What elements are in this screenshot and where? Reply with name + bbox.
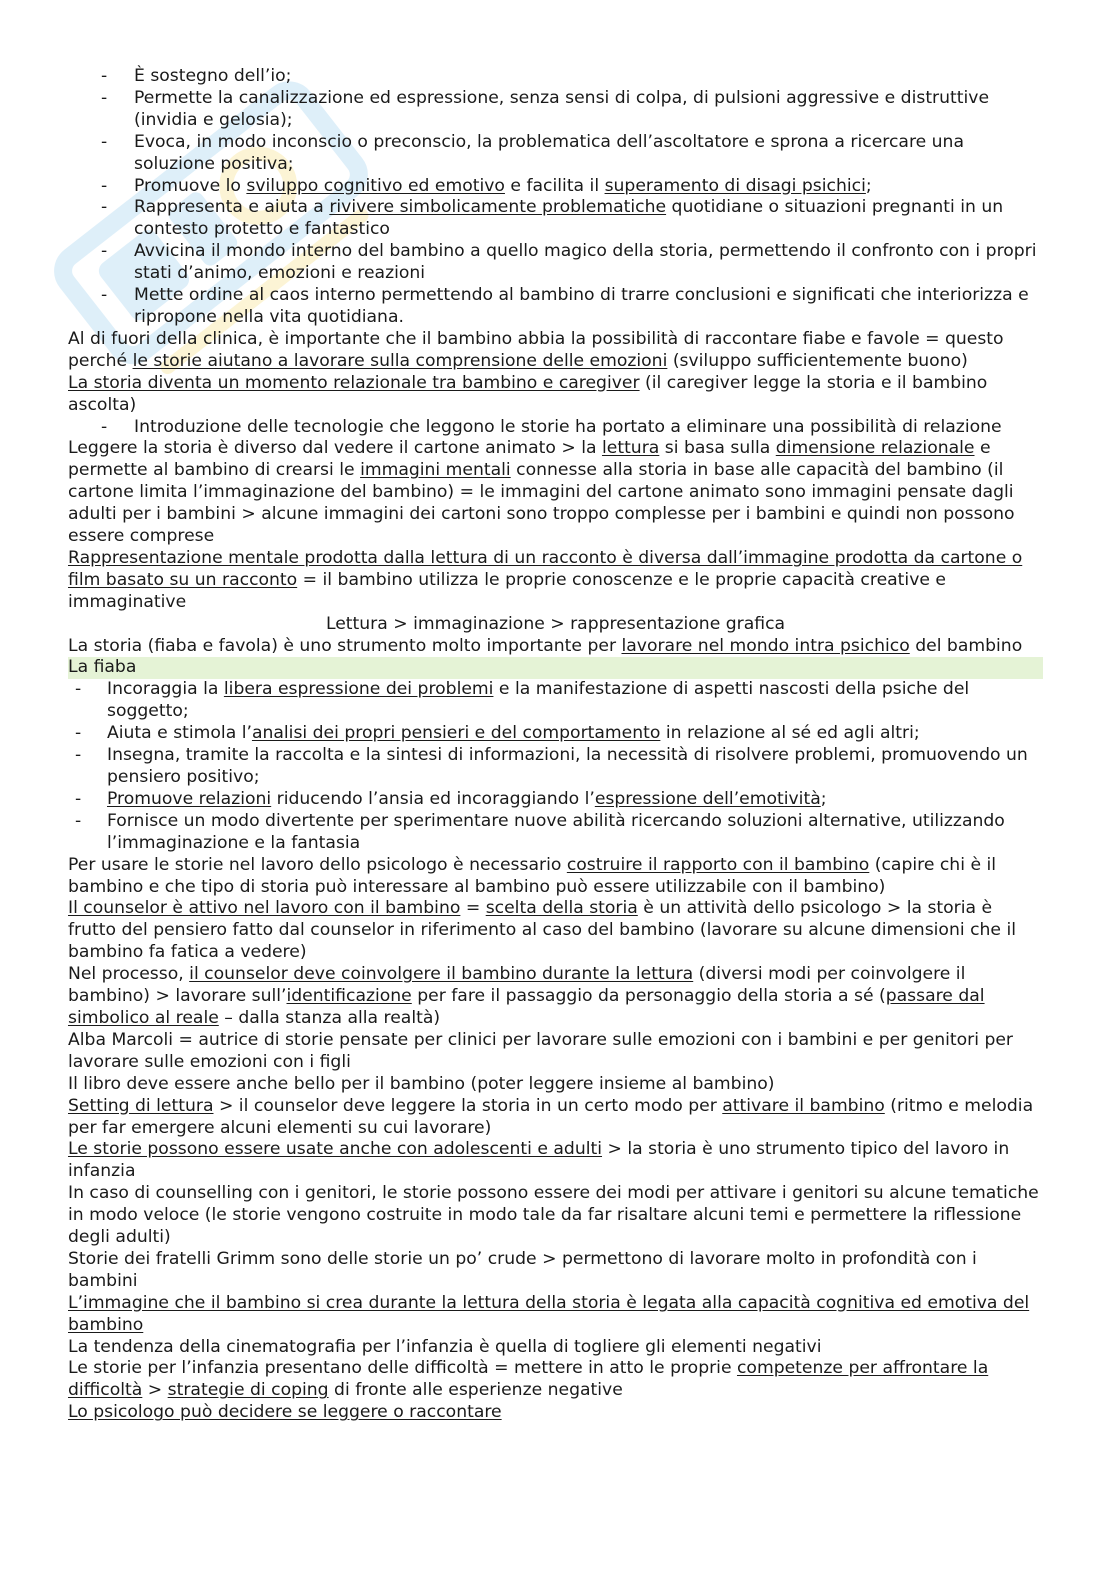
text-run: Le storie per l’infanzia presentano delle difficoltà = mettere in atto le proprie [68,1358,737,1379]
text-run: ; [865,175,872,196]
remaining-paragraphs [68,855,1043,1425]
text-run: (ritmo e melodia per far emergere alcuni elementi su cui lavorare) [68,1095,1034,1138]
text-run: si basa sulla [659,438,776,459]
text-run: riducendo l’ansia ed incoraggiando l’ [271,788,595,809]
paragraph [68,855,1043,899]
text-run: È sostegno dell’io; [134,66,292,86]
underlined-text: analisi dei propri pensieri e del comportamento [251,723,661,744]
paragraph [68,1096,1043,1140]
text-run: Leggere la storia è diverso dal vedere il cartone animato > la [68,438,602,459]
text-run: Al di fuori della clinica, è importante che il bambino abbia la possibilità di raccontare fiabe e favole = questo perché [68,328,1004,371]
text-run: Permette la canalizzazione ed espressione, senza sensi di colpa, di pulsioni aggressive e distruttive (invidia e gelosia); [134,87,990,130]
underlined-text: scelta della storia [485,898,638,919]
text-run: > la storia è uno strumento tipico del lavoro in infanzia [68,1139,1010,1182]
text-run: La tendenza della cinematografia per l’infanzia è quella di togliere gli elementi negativi [68,1336,822,1357]
text-run: (il caregiver legge la storia e il bambino ascolta) [68,372,988,415]
underlined-text: Il counselor è attivo nel lavoro con il bambino [68,898,461,919]
list-item [68,811,1043,855]
paragraph [68,898,1043,964]
text-run: e la manifestazione di aspetti nascosti della psiche del soggetto; [107,679,970,722]
paragraph [68,1358,1043,1402]
text-run: = [460,898,486,919]
underlined-text: L’immagine che il bambino si crea durante la lettura della storia è legata alla capacità cognitiva ed emotiva del bambino [68,1292,1030,1335]
underlined-text: superamento di disagi psichici [604,175,866,196]
text-run: Evoca, in modo inconscio o preconscio, la problematica dell’ascoltatore e sprona a ricercare una soluzione positiva; [134,131,964,174]
underlined-text: sviluppo cognitivo ed emotivo [246,175,505,196]
list-item [68,197,1043,241]
paragraph [68,1074,1043,1096]
list-item [68,285,1043,329]
text-run: per fare il passaggio da personaggio della storia a sé ( [411,986,886,1007]
paragraph [68,1249,1043,1293]
text-run: (capire chi è il bambino e che tipo di storia può interessare al bambino può essere utilizzabile con il bambino) [68,854,997,897]
underlined-text: Rappresentazione mentale prodotta dalla lettura di un racconto è diversa dall’immagine prodotta da cartone o film basato su un racconto [68,547,1023,590]
list-item [68,176,1043,198]
paragraph-mental-representation [68,548,1043,614]
text-run: e permette al bambino di crearsi le [68,438,991,481]
fiaba-benefits-list [68,679,1043,854]
text-run: Introduzione delle tecnologie che leggono le storie ha portato a eliminare una possibilità di relazione [134,416,1002,437]
list-item [68,241,1043,285]
paragraph-relational-moment [68,373,1043,417]
text-run: e facilita il [504,175,605,196]
technology-list [68,417,1043,439]
document-page [68,66,1043,1424]
paragraph [68,1293,1043,1337]
section-heading-fiaba: La fiaba [68,657,1043,679]
list-item [68,417,1043,439]
text-run: (diversi modi per coinvolgere il bambino) > lavorare sull’ [68,964,966,1007]
paragraph [68,964,1043,1030]
text-run: > il counselor deve leggere la storia in un certo modo per [213,1095,723,1116]
text-run: Aiuta e stimola l’ [107,723,252,744]
text-run: Insegna, tramite la raccolta e la sintesi di informazioni, la necessità di risolvere problemi, promuovendo un pensiero positivo; [107,745,1028,787]
text-run: Nel processo, [68,964,190,985]
text-run: connesse alla storia in base alle capacità del bambino (il cartone limita l’immaginazione del bambino) = le immagini del cartone animato sono immagini pensate dagli adulti per i bambini > alcune immagini dei cartoni sono troppo complesse per i bambini e quindi non possono essere comprese [68,460,1015,547]
underlined-text: dimensione relazionale [775,438,975,459]
list-item [68,789,1043,811]
text-run: In caso di counselling con i genitori, le storie possono essere dei modi per attivare i genitori su alcune tematiche in modo veloce (le storie vengono costruite in modo tale da far risaltare alcuni temi e permettere la riflessione degli adulti) [68,1183,1039,1248]
underlined-text: immagini mentali [360,460,511,481]
benefits-list [68,66,1043,329]
underlined-text: passare dal simbolico al reale [68,986,985,1028]
list-item [68,88,1043,132]
text-run: = il bambino utilizza le proprie conoscenze e le proprie capacità creative e immaginative [68,569,946,612]
text-run: Promuove lo [134,175,247,196]
text-run: Fornisce un modo divertente per sperimentare nuove abilità ricercando soluzioni alternative, utilizzando l’immaginazione e la fantasia [107,810,1005,853]
paragraph-story-tool [68,636,1043,658]
list-item [68,745,1043,789]
underlined-text: attivare il bambino [722,1095,885,1116]
text-run: è un attività dello psicologo > la storia è frutto del pensiero fatto dal counselor in riferimento al caso del bambino (lavorare su alcune dimensioni che il bambino fa fatica a vedere) [68,898,1017,963]
underlined-text: competenze per affrontare la difficoltà [68,1358,989,1401]
underlined-text: lavorare nel mondo intra psichico [621,635,910,656]
list-item [68,66,1043,88]
text-run: in relazione al sé ed agli altri; [660,723,920,744]
paragraph [68,1030,1043,1074]
centered-flow-line: Lettura > immaginazione > rappresentazione grafica [325,613,786,634]
underlined-text: le storie aiutano a lavorare sulla comprensione delle emozioni [132,350,668,371]
paragraph-cartoon-vs-reading [68,438,1043,548]
paragraph-outside-clinic [68,329,1043,373]
underlined-text: Lo psicologo può decidere se leggere o raccontare [68,1402,502,1423]
paragraph [68,1402,1043,1424]
underlined-text: Le storie possono essere usate anche con adolescenti e adulti [68,1139,603,1160]
underlined-text: libera espressione dei problemi [223,679,494,700]
text-run: Rappresenta e aiuta a [134,197,330,218]
text-run: Incoraggia la [107,679,224,700]
text-run: Alba Marcoli = autrice di storie pensate per clinici per lavorare sulle emozioni con i bambini e per genitori per lavorare sulle emozioni con i figli [68,1029,1014,1072]
text-run: quotidiane o situazioni pregnanti in un contesto protetto e fantastico [134,197,1004,240]
text-run: Storie dei fratelli Grimm sono delle storie un po’ crude > permettono di lavorare molto in profondità con i bambini [68,1248,977,1291]
underlined-text: espressione dell’emotività [594,788,821,809]
text-run: ; [820,788,827,809]
list-item [68,679,1043,723]
list-item [68,132,1043,176]
underlined-text: Setting di lettura [68,1095,214,1116]
text-run: (sviluppo sufficientemente buono) [667,350,968,371]
text-run: Il libro deve essere anche bello per il bambino (poter leggere insieme al bambino) [68,1073,775,1094]
text-run: Mette ordine al caos interno permettendo al bambino di trarre conclusioni e significati che interiorizza e ripropone nella vita quotidiana. [134,285,1029,327]
text-run: Avvicina il mondo interno del bambino a quello magico della storia, permettendo il confronto con i propri stati d’animo, emozioni e reazioni [134,241,1037,284]
underlined-text: La storia diventa un momento relazionale tra bambino e caregiver [68,372,640,393]
paragraph [68,1139,1043,1183]
underlined-text: identificazione [286,986,412,1007]
text-run: di fronte alle esperienze negative [328,1380,623,1401]
text-run: Per usare le storie nel lavoro dello psicologo è necessario [68,854,567,875]
paragraph [68,1183,1043,1249]
underlined-text: Promuove relazioni [107,788,272,809]
underlined-text: lettura [601,438,660,459]
text-run: > [142,1380,168,1401]
underlined-text: strategie di coping [167,1380,329,1401]
text-run: La storia (fiaba e favola) è uno strumento molto importante per [68,635,622,656]
text-run: – dalla stanza alla realtà) [218,1007,441,1028]
underlined-text: costruire il rapporto con il bambino [566,854,870,875]
list-item [68,723,1043,745]
paragraph [68,1337,1043,1359]
text-run: del bambino [909,635,1023,656]
underlined-text: il counselor deve coinvolgere il bambino durante la lettura [189,964,694,985]
underlined-text: rivivere simbolicamente problematiche [329,197,667,218]
